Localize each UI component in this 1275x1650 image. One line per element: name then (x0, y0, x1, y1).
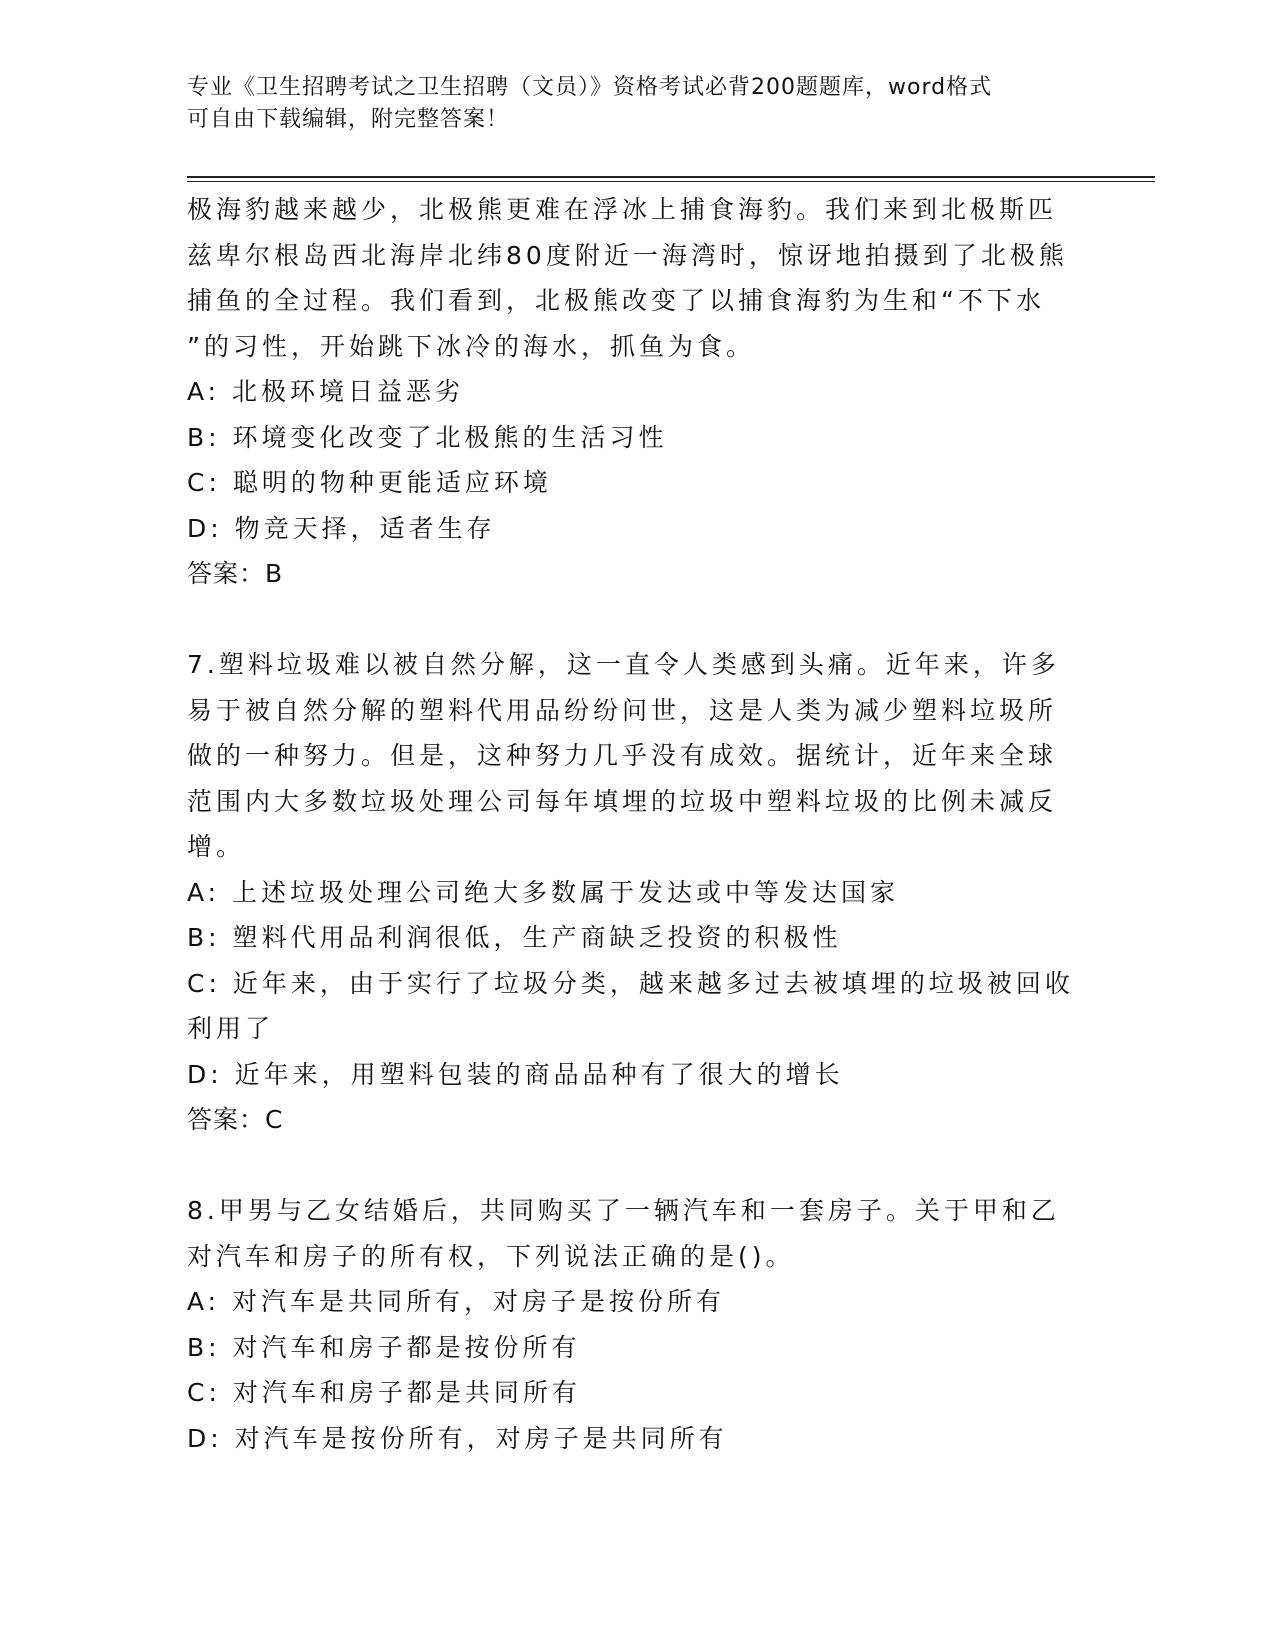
question-stem-line: ”的习性，开始跳下冰冷的海水，抓鱼为食。 (187, 331, 755, 361)
question-6 (187, 187, 1087, 597)
option-b: B: 塑料代用品利润很低，生产商缺乏投资的积极性 (187, 923, 842, 952)
document-body (187, 187, 1087, 1461)
option-d: D: 物竞天择，适者生存 (187, 513, 496, 543)
question-7 (187, 642, 1087, 1143)
document-header (187, 72, 1067, 136)
answer-key: 答案：B (187, 559, 284, 588)
question-stem-line: 捕鱼的全过程。我们看到，北极熊改变了以捕食海豹为生和“不下水 (187, 286, 1045, 315)
question-stem-line: 易于被自然分解的塑料代用品纷纷问世，这是人类为减少塑料垃圾所 (187, 695, 1058, 725)
option-c-continued: 利用了 (187, 1014, 275, 1043)
question-8 (187, 1188, 1087, 1461)
header-title-line-1: 专业《卫生招聘考试之卫生招聘（文员）》资格考试必背200题题库，word格式 (187, 75, 993, 100)
option-c: C: 对汽车和房子都是共同所有 (187, 1378, 581, 1407)
option-b: B: 环境变化改变了北极熊的生活习性 (187, 422, 668, 452)
option-b: B: 对汽车和房子都是按份所有 (187, 1332, 581, 1362)
option-a: A: 上述垃圾处理公司绝大多数属于发达或中等发达国家 (187, 877, 900, 907)
header-title-line-2: 可自由下载编辑，附完整答案！ (187, 107, 510, 132)
question-stem-line: 增。 (187, 832, 246, 861)
question-stem-line: 兹卑尔根岛西北海岸北纬80度附近一海湾时，惊讶地拍摄到了北极熊 (187, 240, 1068, 270)
header-rule-thin (187, 181, 1155, 182)
option-a: A: 北极环境日益恶劣 (187, 377, 465, 406)
option-c: C: 聪明的物种更能适应环境 (187, 468, 552, 497)
option-a: A: 对汽车是共同所有，对房子是按份所有 (187, 1287, 726, 1316)
option-d: D: 近年来，用塑料包装的商品品种有了很大的增长 (187, 1059, 844, 1089)
question-stem-line: 8.甲男与乙女结婚后，共同购买了一辆汽车和一套房子。关于甲和乙 (187, 1196, 1060, 1225)
spacer (187, 597, 1087, 643)
header-rule-thick (187, 176, 1155, 178)
question-stem-line: 做的一种努力。但是，这种努力几乎没有成效。据统计，近年来全球 (187, 741, 1058, 770)
spacer (187, 1143, 1087, 1189)
answer-key: 答案：C (187, 1105, 284, 1134)
question-stem-line: 极海豹越来越少，北极熊更难在浮冰上捕食海豹。我们来到北极斯匹 (187, 195, 1058, 224)
question-stem-line: 7.塑料垃圾难以被自然分解，这一直令人类感到头痛。近年来，许多 (187, 650, 1060, 679)
question-stem-line: 范围内大多数垃圾处理公司每年填埋的垃圾中塑料垃圾的比例未减反 (187, 786, 1058, 816)
option-d: D: 对汽车是按份所有，对房子是共同所有 (187, 1423, 728, 1453)
option-c: C: 近年来，由于实行了垃圾分类，越来越多过去被填埋的垃圾被回收 (187, 968, 1074, 998)
question-stem-line: 对汽车和房子的所有权，下列说法正确的是()。 (187, 1241, 795, 1271)
